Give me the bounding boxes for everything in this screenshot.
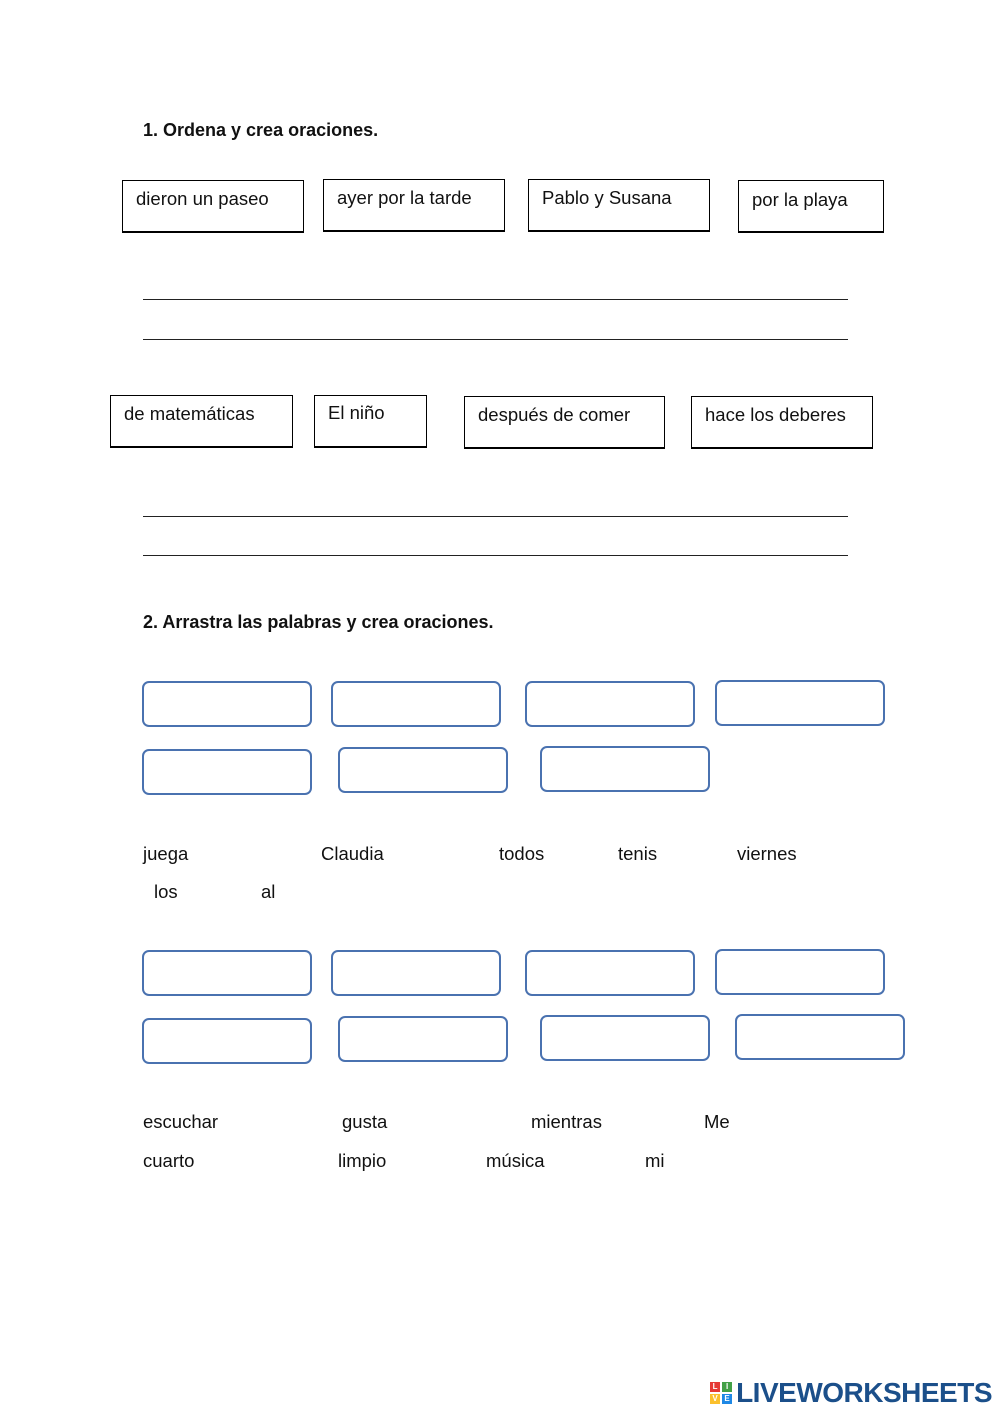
draggable-word[interactable]: mi	[645, 1150, 665, 1171]
drop-box[interactable]	[525, 681, 695, 727]
answer-line	[143, 299, 848, 300]
section1-title: 1. Ordena y crea oraciones.	[143, 120, 379, 140]
drop-box[interactable]	[715, 949, 885, 995]
draggable-word[interactable]: escuchar	[143, 1111, 219, 1132]
draggable-word[interactable]: música	[486, 1150, 545, 1171]
drop-box[interactable]	[715, 680, 885, 726]
drop-box[interactable]	[142, 950, 312, 996]
answer-line	[143, 516, 848, 517]
brand-name: LIVEWORKSHEETS	[736, 1377, 992, 1408]
draggable-word[interactable]: tenis	[618, 843, 658, 864]
word-box: por la playa	[738, 180, 884, 233]
liveworksheets-logo	[710, 1377, 992, 1409]
word-box: ayer por la tarde	[323, 179, 505, 232]
section2-title: 2. Arrastra las palabras y crea oraciones.	[143, 612, 494, 632]
draggable-word[interactable]: todos	[499, 843, 545, 864]
drop-box[interactable]	[142, 749, 312, 795]
drop-box[interactable]	[540, 1015, 710, 1061]
draggable-word[interactable]: al	[261, 881, 276, 902]
draggable-word[interactable]: cuarto	[143, 1150, 195, 1171]
word-box: Pablo y Susana	[528, 179, 710, 232]
drop-box[interactable]	[331, 950, 501, 996]
word-box: hace los deberes	[691, 396, 873, 449]
word-box: El niño	[314, 395, 427, 448]
draggable-word[interactable]: viernes	[737, 843, 797, 864]
drop-box[interactable]	[338, 1016, 508, 1062]
word-box: de matemáticas	[110, 395, 293, 448]
word-box: dieron un paseo	[122, 180, 304, 233]
drop-box[interactable]	[735, 1014, 905, 1060]
draggable-word[interactable]: los	[154, 881, 178, 902]
draggable-word[interactable]: mientras	[531, 1111, 602, 1132]
answer-line	[143, 555, 848, 556]
draggable-word[interactable]: limpio	[338, 1150, 387, 1171]
draggable-word[interactable]: Claudia	[321, 843, 384, 864]
draggable-word[interactable]: juega	[143, 843, 189, 864]
drop-box[interactable]	[525, 950, 695, 996]
drop-box[interactable]	[331, 681, 501, 727]
draggable-word[interactable]: Me	[704, 1111, 730, 1132]
drop-box[interactable]	[540, 746, 710, 792]
drop-box[interactable]	[142, 1018, 312, 1064]
draggable-word[interactable]: gusta	[342, 1111, 388, 1132]
word-box: después de comer	[464, 396, 665, 449]
logo-mark-icon: L I V E	[710, 1382, 732, 1404]
drop-box[interactable]	[142, 681, 312, 727]
answer-line	[143, 339, 848, 340]
drop-box[interactable]	[338, 747, 508, 793]
